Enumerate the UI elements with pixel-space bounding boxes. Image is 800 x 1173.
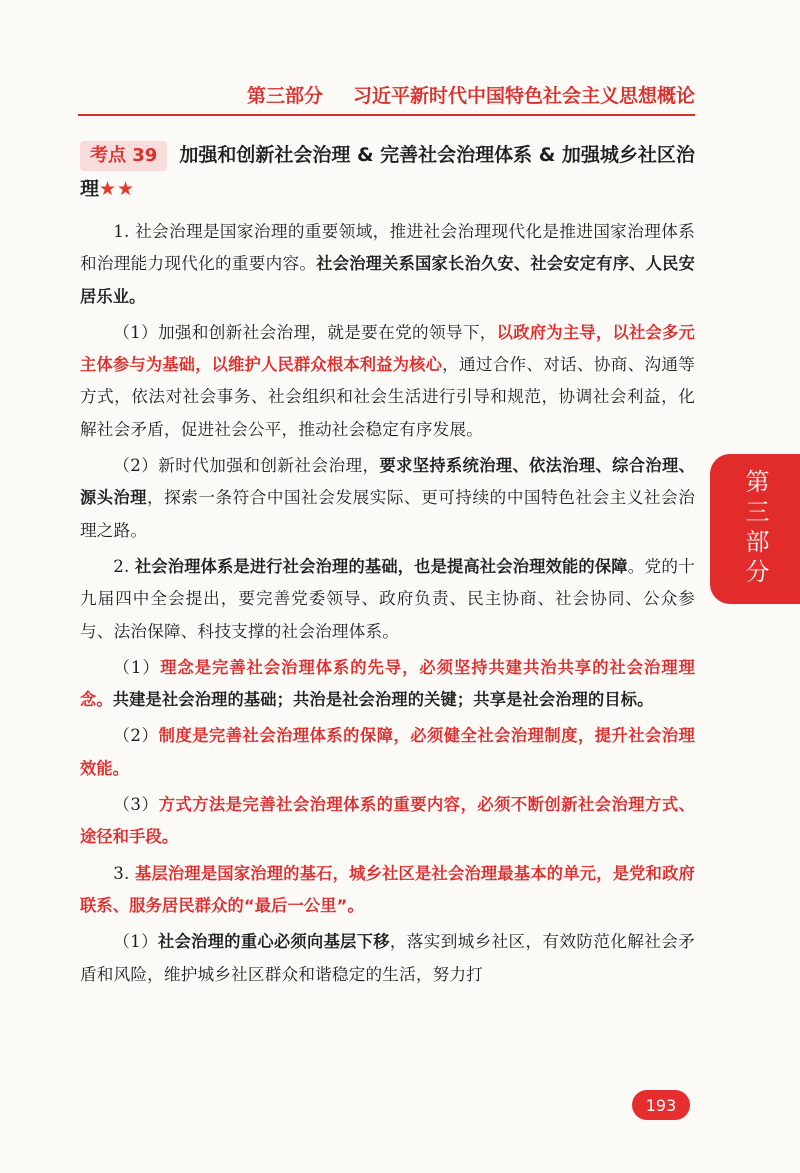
paragraph-3: [80, 450, 695, 547]
page-content: [80, 138, 695, 991]
paragraph-1: [80, 216, 695, 313]
text-run: ，落实到城乡社区，有效防范化解社会矛盾和风险，维护城乡社区群众和谐稳定的生活，努力打: [80, 932, 695, 984]
text-run: ，探索一条符合中国社会发展实际、更可持续的中国特色社会主义社会治理之路。: [80, 488, 695, 540]
bold-run: 社会治理关系国家长治久安、社会安定有序、人民安居乐业。: [80, 254, 695, 306]
red-run: 制度是完善社会治理体系的保障，必须健全社会治理制度，提升社会治理效能。: [80, 726, 695, 778]
text-run: （3）: [113, 795, 159, 815]
star-rating-icon: ★★: [99, 178, 136, 200]
running-header: [78, 78, 695, 116]
bold-run: 社会治理体系是进行社会治理的基础，也是提高社会治理效能的保障: [134, 556, 628, 576]
paragraph-5: [80, 652, 695, 717]
text-run: 2.: [113, 556, 135, 576]
text-run: ，通过合作、对话、协商、沟通等方式，依法对社会事务、社会组织和社会生活进行引导和规范，协调社会利益，化解社会矛盾，促进社会公平，推动社会稳定有序发展。: [80, 355, 695, 439]
paragraph-2: [80, 317, 695, 446]
header-title: 习近平新时代中国特色社会主义思想概论: [352, 84, 695, 107]
paragraph-6: [80, 720, 695, 785]
red-run: 理念是完善社会治理体系的先导，必须坚持共建共治共享的社会治理理念。: [80, 657, 695, 710]
red-run: 基层治理是国家治理的基石，城乡社区是社会治理最基本的单元，是党和政府联系、服务居民群众的“最后一公里”。: [80, 863, 695, 915]
bold-run: 要求坚持系统治理、依法治理、综合治理、源头治理: [80, 456, 695, 508]
section-heading: [80, 138, 695, 206]
text-run: （1）: [113, 657, 161, 677]
section-title: 加强和创新社会治理 & 完善社会治理体系 & 加强城乡社区治理: [80, 144, 695, 200]
red-run: 方式方法是完善社会治理体系的重要内容，必须不断创新社会治理方式、途径和手段。: [80, 795, 695, 847]
text-run: 。党的十九届四中全会提出，要完善党委领导、政府负责、民主协商、社会协同、公众参与、法治保障、科技支撑的社会治理体系。: [80, 556, 695, 641]
section-side-tab: [710, 454, 800, 604]
section-badge: 考点 39: [80, 141, 167, 171]
bold-run: 共建是社会治理的基础；共治是社会治理的关键；共享是社会治理的目标。: [112, 690, 654, 710]
header-part: 第三部分: [246, 84, 323, 107]
paragraph-7: [80, 789, 695, 854]
text-run: 3.: [113, 863, 135, 883]
text-run: （2）新时代加强和创新社会治理，: [113, 456, 380, 476]
text-run: 1. 社会治理是国家治理的重要领域，推进社会治理现代化是推进国家治理体系和治理能力现代化的重要内容。: [80, 222, 695, 274]
paragraph-9: [80, 926, 695, 991]
red-run: 以政府为主导，以社会多元主体参与为基础，以维护人民群众根本利益为核心: [80, 322, 695, 375]
text-run: （2）: [113, 726, 159, 746]
page-number: 193: [632, 1090, 690, 1120]
paragraph-4: [80, 551, 695, 648]
text-run: （1）: [113, 932, 159, 952]
paragraph-8: [80, 858, 695, 923]
text-run: （1）加强和创新社会治理，就是要在党的领导下，: [113, 322, 497, 342]
bold-run: 社会治理的重心必须向基层下移: [158, 932, 390, 952]
side-tab-label: 第三部分: [741, 469, 769, 589]
